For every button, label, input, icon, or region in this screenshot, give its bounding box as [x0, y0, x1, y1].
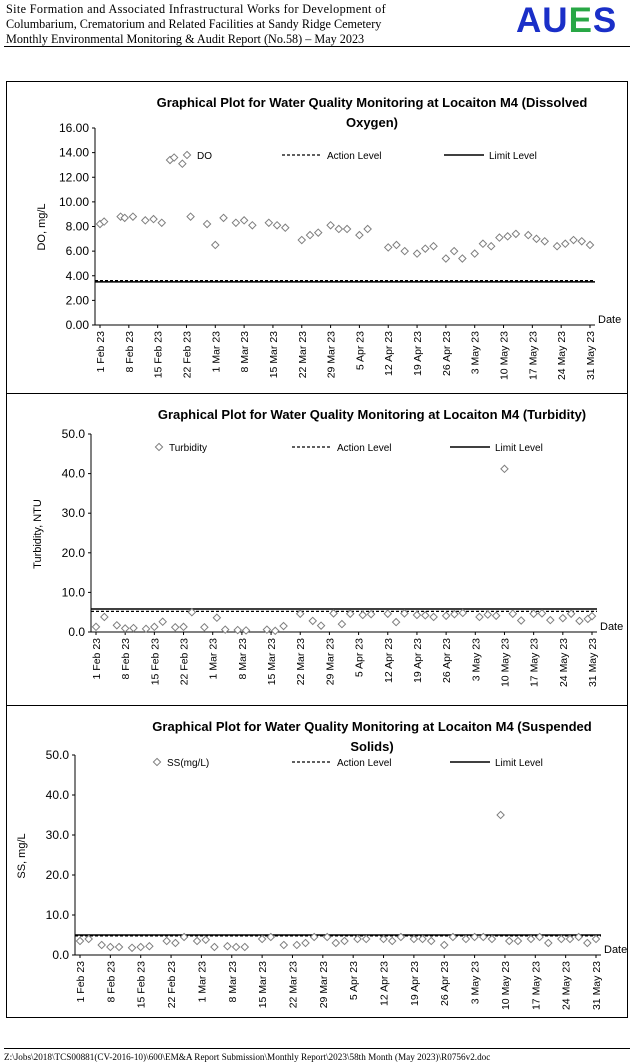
legend-label-limit: Limit Level	[495, 758, 543, 769]
data-point	[265, 219, 272, 226]
x-tick-label: 24 May 23	[556, 331, 569, 381]
x-tick-label: 3 May 23	[470, 638, 483, 682]
data-point	[234, 626, 241, 633]
data-point	[137, 943, 144, 950]
y-tick-label: 20.0	[45, 868, 69, 882]
y-tick-label: 16.00	[58, 121, 89, 135]
x-tick-label: 19 Apr 23	[408, 961, 421, 1006]
x-tick-label: 19 Apr 23	[411, 638, 424, 683]
data-point	[514, 937, 521, 944]
data-point	[341, 937, 348, 944]
x-axis-label: Date	[600, 621, 624, 633]
x-tick-label: 8 Feb 23	[105, 961, 118, 1003]
x-tick-label: 12 Apr 23	[382, 638, 395, 683]
x-tick-label: 29 Mar 23	[317, 961, 330, 1009]
data-point	[512, 230, 519, 237]
data-point	[193, 937, 200, 944]
data-point	[578, 238, 585, 245]
data-point	[92, 623, 99, 630]
data-point	[518, 617, 525, 624]
legend-label-action: Action Level	[337, 758, 392, 769]
chart-svg-turbidity	[7, 394, 629, 707]
data-point	[559, 615, 566, 622]
x-tick-label: 12 Apr 23	[383, 331, 396, 376]
data-point	[493, 612, 500, 619]
x-tick-label: 15 Mar 23	[266, 638, 279, 686]
data-point	[545, 939, 552, 946]
data-point	[462, 935, 469, 942]
x-tick-label: 19 Apr 23	[412, 331, 425, 376]
data-point	[142, 217, 149, 224]
data-point	[558, 935, 565, 942]
data-point	[98, 941, 105, 948]
data-point	[180, 623, 187, 630]
x-tick-label: 15 Feb 23	[135, 961, 148, 1009]
data-point	[356, 232, 363, 239]
data-point	[158, 219, 165, 226]
data-point	[496, 234, 503, 241]
chart-dissolved-oxygen	[6, 81, 628, 394]
data-point	[527, 935, 534, 942]
x-tick-label: 1 Mar 23	[207, 638, 220, 680]
legend-marker	[153, 758, 160, 765]
legend-label-action: Action Level	[327, 151, 382, 162]
y-tick-label: 30.0	[45, 828, 69, 842]
y-tick-label: 40.0	[45, 788, 69, 802]
x-tick-label: 22 Feb 23	[166, 961, 179, 1009]
data-point	[338, 620, 345, 627]
data-point	[533, 235, 540, 242]
data-point	[343, 225, 350, 232]
data-point	[509, 610, 516, 617]
data-point	[293, 941, 300, 948]
x-tick-label: 26 Apr 23	[441, 638, 454, 683]
x-tick-label: 22 Feb 23	[181, 331, 194, 379]
data-point	[586, 241, 593, 248]
data-point	[241, 943, 248, 950]
data-point	[172, 624, 179, 631]
y-tick-label: 50.0	[45, 748, 69, 762]
x-tick-label: 15 Mar 23	[257, 961, 270, 1009]
x-tick-label: 12 Apr 23	[378, 961, 391, 1006]
aues-logo: AUES	[516, 1, 618, 40]
data-point	[488, 935, 495, 942]
x-tick-label: 5 Apr 23	[348, 961, 361, 1001]
y-tick-label: 8.00	[65, 219, 89, 234]
x-tick-label: 1 Feb 23	[95, 331, 107, 373]
x-tick-label: 15 Mar 23	[267, 331, 280, 379]
x-tick-label: 8 Feb 23	[120, 638, 133, 680]
data-point	[335, 225, 342, 232]
chart-suspended-solids	[6, 705, 628, 1018]
data-point	[315, 229, 322, 236]
data-point	[497, 811, 504, 818]
data-point	[584, 939, 591, 946]
legend-label-series: DO	[197, 151, 212, 162]
header-line-2: Columbarium, Crematorium and Related Facilities at Sandy Ridge Cemetery	[6, 17, 382, 31]
data-point	[298, 236, 305, 243]
data-point	[430, 613, 437, 620]
x-tick-label: 29 Mar 23	[324, 638, 337, 686]
data-point	[592, 935, 599, 942]
data-point	[179, 160, 186, 167]
x-tick-label: 31 May 23	[591, 961, 603, 1011]
data-point	[213, 614, 220, 621]
chart-title-line-2: Oxygen)	[345, 115, 399, 130]
x-tick-label: 5 Apr 23	[354, 331, 367, 371]
data-point	[202, 936, 209, 943]
legend-label-action: Action Level	[337, 443, 392, 454]
data-point	[272, 627, 279, 634]
y-tick-label: 2.00	[65, 293, 89, 308]
data-point	[413, 250, 420, 257]
data-point	[538, 610, 545, 617]
header-line-1: Site Formation and Associated Infrastructural Works for Development of	[6, 2, 387, 16]
x-tick-label: 31 May 23	[585, 331, 597, 381]
data-point	[259, 935, 266, 942]
data-point	[172, 939, 179, 946]
data-point	[129, 213, 136, 220]
x-tick-label: 15 Feb 23	[152, 331, 165, 379]
x-tick-label: 26 Apr 23	[440, 331, 453, 376]
data-point	[410, 935, 417, 942]
x-tick-label: 26 Apr 23	[439, 961, 452, 1006]
data-point	[484, 611, 491, 618]
x-tick-label: 17 May 23	[527, 331, 540, 381]
chart-turbidity	[6, 393, 628, 706]
data-point	[393, 619, 400, 626]
x-tick-label: 1 Feb 23	[75, 961, 87, 1003]
data-point	[122, 625, 129, 632]
chart-svg-ss	[7, 706, 629, 1019]
y-tick-label: 14.00	[58, 145, 89, 160]
legend-label-series: SS(mg/L)	[167, 758, 210, 769]
x-tick-label: 22 Mar 23	[295, 638, 308, 686]
data-point	[354, 935, 361, 942]
data-point	[233, 943, 240, 950]
data-point	[364, 225, 371, 232]
header-line-3: Monthly Environmental Monitoring & Audit Report (No.58) – May 2023	[6, 32, 365, 46]
data-point	[501, 465, 508, 472]
data-point	[459, 609, 466, 616]
data-point	[151, 623, 158, 630]
y-axis-label: SS, mg/L	[16, 833, 28, 879]
x-tick-label: 10 May 23	[499, 961, 512, 1011]
data-point	[553, 243, 560, 250]
data-point	[547, 617, 554, 624]
x-tick-label: 22 Mar 23	[296, 331, 309, 379]
y-tick-label: 30.0	[61, 506, 85, 521]
y-tick-label: 6.00	[65, 244, 89, 259]
x-tick-label: 29 Mar 23	[325, 331, 338, 379]
x-tick-label: 22 Mar 23	[287, 961, 300, 1009]
x-tick-label: 15 Feb 23	[149, 638, 162, 686]
y-axis-label: DO, mg/L	[36, 203, 48, 251]
data-point	[317, 622, 324, 629]
data-point	[241, 217, 248, 224]
data-point	[113, 622, 120, 629]
data-point	[146, 943, 153, 950]
x-tick-label: 31 May 23	[587, 638, 599, 688]
legend-label-limit: Limit Level	[495, 443, 543, 454]
data-point	[380, 935, 387, 942]
data-point	[280, 941, 287, 948]
y-tick-label: 10.00	[58, 194, 89, 209]
data-point	[130, 624, 137, 631]
y-axis-label: Turbidity, NTU	[32, 499, 44, 569]
x-tick-label: 8 Mar 23	[239, 331, 252, 373]
data-point	[459, 255, 466, 262]
y-tick-label: 40.0	[61, 466, 85, 481]
x-axis-label: Date	[604, 944, 628, 956]
data-point	[309, 617, 316, 624]
footer-path: Z:\Jobs\2018\TCS00881(CV-2016-10)\600\EM&A Report Submission\Monthly Report\2023\58th Month (May 2023)\R0756v2.doc	[4, 1048, 630, 1062]
x-tick-label: 3 May 23	[469, 961, 482, 1005]
data-point	[443, 612, 450, 619]
y-tick-label: 20.0	[61, 545, 85, 560]
data-point	[566, 935, 573, 942]
y-tick-label: 12.00	[58, 170, 89, 185]
data-point	[525, 232, 532, 239]
header-divider	[4, 46, 630, 47]
data-point	[506, 937, 513, 944]
legend-label-series: Turbidity	[169, 443, 207, 454]
data-point	[389, 937, 396, 944]
data-point	[504, 233, 511, 240]
data-point	[401, 248, 408, 255]
x-tick-label: 1 Mar 23	[210, 331, 223, 373]
chart-title: Graphical Plot for Water Quality Monitoring at Locaiton M4 (Dissolved	[156, 95, 588, 110]
y-tick-label: 0.0	[68, 625, 85, 639]
data-point	[541, 238, 548, 245]
y-tick-label: 50.0	[61, 427, 85, 441]
data-point	[242, 627, 249, 634]
chart-title: Graphical Plot for Water Quality Monitoring at Locaiton M4 (Turbidity)	[157, 407, 587, 422]
data-point	[384, 610, 391, 617]
data-point	[327, 222, 334, 229]
x-tick-label: 8 Feb 23	[123, 331, 136, 373]
data-point	[76, 937, 83, 944]
data-point	[422, 245, 429, 252]
data-point	[212, 241, 219, 248]
data-point	[220, 214, 227, 221]
data-point	[428, 937, 435, 944]
data-point	[471, 250, 478, 257]
data-point	[442, 255, 449, 262]
data-point	[359, 611, 366, 618]
data-point	[422, 612, 429, 619]
data-point	[419, 935, 426, 942]
x-tick-label: 1 Feb 23	[91, 638, 103, 680]
x-tick-label: 17 May 23	[530, 961, 543, 1011]
x-tick-label: 3 May 23	[469, 331, 482, 375]
data-point	[393, 241, 400, 248]
data-point	[232, 219, 239, 226]
data-point	[570, 236, 577, 243]
data-point	[332, 939, 339, 946]
data-point	[476, 613, 483, 620]
data-point	[562, 240, 569, 247]
data-point	[150, 216, 157, 223]
x-axis-label: Date	[598, 314, 622, 326]
data-point	[203, 220, 210, 227]
data-point	[282, 224, 289, 231]
x-tick-label: 8 Mar 23	[226, 961, 239, 1003]
y-tick-label: 0.0	[52, 948, 69, 962]
data-point	[363, 935, 370, 942]
x-tick-label: 22 Feb 23	[178, 638, 191, 686]
x-tick-label: 1 Mar 23	[196, 961, 209, 1003]
data-point	[159, 618, 166, 625]
y-tick-label: 4.00	[65, 268, 89, 283]
data-point	[224, 943, 231, 950]
x-tick-label: 10 May 23	[498, 331, 511, 381]
x-tick-label: 17 May 23	[528, 638, 541, 688]
y-tick-label: 10.0	[45, 908, 69, 922]
data-point	[201, 624, 208, 631]
x-tick-label: 24 May 23	[557, 638, 570, 688]
data-point	[576, 617, 583, 624]
data-point	[273, 222, 280, 229]
legend-marker	[155, 443, 162, 450]
data-point	[249, 222, 256, 229]
data-point	[211, 943, 218, 950]
data-point	[451, 248, 458, 255]
y-tick-label: 10.0	[61, 585, 85, 600]
x-tick-label: 5 Apr 23	[353, 638, 366, 678]
legend-label-limit: Limit Level	[489, 151, 537, 162]
x-tick-label: 8 Mar 23	[236, 638, 249, 680]
x-tick-label: 10 May 23	[499, 638, 512, 688]
data-point	[163, 937, 170, 944]
data-point	[128, 944, 135, 951]
data-point	[413, 611, 420, 618]
data-point	[85, 935, 92, 942]
data-point	[187, 213, 194, 220]
data-point	[101, 613, 108, 620]
data-point	[302, 939, 309, 946]
chart-svg-do	[7, 82, 629, 395]
data-point	[280, 622, 287, 629]
data-point	[107, 943, 114, 950]
data-point	[306, 232, 313, 239]
y-tick-label: 0.00	[65, 318, 89, 332]
report-header	[6, 2, 456, 47]
data-point	[479, 240, 486, 247]
data-point	[115, 943, 122, 950]
data-point	[385, 244, 392, 251]
chart-title-line-2: Solids)	[350, 739, 394, 754]
data-point	[488, 243, 495, 250]
legend-marker	[183, 151, 190, 158]
data-point	[441, 941, 448, 948]
x-tick-label: 24 May 23	[560, 961, 573, 1011]
data-point	[142, 625, 149, 632]
data-point	[430, 243, 437, 250]
chart-title: Graphical Plot for Water Quality Monitoring at Locaiton M4 (Suspended	[152, 719, 592, 734]
